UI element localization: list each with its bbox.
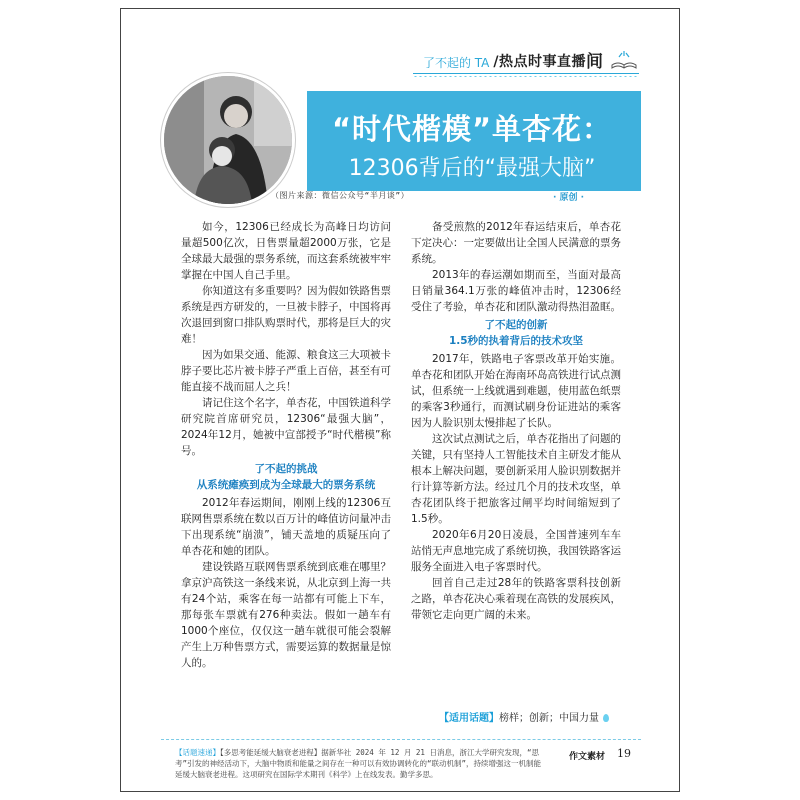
topic-label: 【适用话题】 <box>439 713 499 724</box>
portrait-photo <box>161 73 295 207</box>
magazine-page <box>120 8 680 792</box>
section-title: 了不起的挑战 <box>254 463 318 475</box>
paragraph: 2017年，铁路电子客票改革开始实施。单杏花和团队开始在海南环岛高铁进行试点测试，但系统一上线就遇到难题，使用蓝色纸票的乘客3秒通行，而测试刷身份证进站的乘客因为人脸识别太慢排起了长队。 <box>411 353 621 429</box>
book-icon <box>609 49 639 71</box>
magazine-brand: 作文素材 <box>569 752 606 762</box>
paragraph: 2012年春运期间，刚刚上线的12306互联网售票系统在数以百万计的峰值访问量冲击下出现系统“崩溃”，铺天盖地的质疑压向了单杏花和她的团队。 <box>181 497 391 557</box>
paragraph: 请记住这个名字，单杏花，中国铁道科学研究院首席研究员，12306“最强大脑”，2024年12月，她被中宣部授予“时代楷模”称号。 <box>181 397 391 457</box>
paragraph: 回首自己走过28年的铁路客票科技创新之路，单杏花决心乘着现在高铁的发展疾风，带领它走向更广阔的未来。 <box>411 577 621 621</box>
paragraph: 2013年的春运潮如期而至，当面对最高日销量364.1万张的峰值冲击时，12306经受住了考验，单杏花和团队激动得热泪盈眶。 <box>411 269 621 313</box>
footer-text: 【多思考能延缓大脑衰老进程】据新华社 2024 年 12 月 21 日消息，浙江大学研究发现，“思考”引发的神经活动下，大脑中物质和能量之间存在一种可以有效协调转化的“联动机制”，持续增强这一机制能延缓大脑衰老进程。这项研究在国际学术期刊《科学》上在线发表。勤学多思。 <box>175 748 542 779</box>
header-rule <box>413 73 639 74</box>
original-tag: · 原创 · <box>553 193 585 203</box>
paragraph: 备受煎熬的2012年春运结束后，单杏花下定决心：一定要做出让全国人民满意的票务系统。 <box>411 221 621 265</box>
applicable-topics <box>439 709 609 724</box>
topic-text: 榜样；创新；中国力量 <box>499 713 599 724</box>
page-number: 19 <box>617 747 631 760</box>
paragraph: 你知道这有多重要吗？因为假如铁路售票系统是西方研发的，一旦被卡脖子，中国将再次退回到窗口排队购票时代，那将是巨大的灾难！ <box>181 285 391 345</box>
section-subtitle: 1.5秒的执着背后的技术攻坚 <box>448 335 584 347</box>
paragraph: 2020年6月20日凌晨，全国普速列车车站悄无声息地完成了系统切换，我国铁路客运服务全面进入电子客票时代。 <box>411 529 621 573</box>
paragraph: 这次试点测试之后，单杏花指出了问题的关键，只有坚持人工智能技术自主研发才能从根本上解决问题，要创新采用人脸识别数据并行计算等新方法。经过几个月的技术攻坚，单杏花团队终于把旅客过闸平均时间缩短到了1.5秒。 <box>411 433 621 525</box>
right-column <box>411 219 621 623</box>
header-dots <box>413 75 639 78</box>
section-subtitle: 从系统瘫痪到成为全球最大的票务系统 <box>196 479 376 491</box>
article-subtitle: 12306背后的“最强大脑” <box>348 156 596 181</box>
column-header <box>423 49 639 71</box>
paragraph: 因为如果交通、能源、粮食这三大项被卡脖子要比芯片被卡脖子严重上百倍，甚至有可能直接不战而屈人之兵！ <box>181 349 391 393</box>
section-title: 了不起的创新 <box>484 319 548 331</box>
paragraph: 建设铁路互联网售票系统到底难在哪里？拿京沪高铁这一条线来说，从北京到上海一共有24个站，乘客在每一站都有可能上下车，那每张车票就有276种卖法。假如一趟车有1000个座位，仅仅这一趟车就很可能会裂解产生上万种售票方式，需要运算的数据量是惊人的。 <box>181 561 391 669</box>
column-tag: 了不起的 TA <box>422 56 490 70</box>
footer-tag: 【话题速递】 <box>175 748 220 757</box>
footer-rule <box>161 739 641 740</box>
photo-credit: （图片来源：微信公众号“半月谈”） <box>271 191 410 200</box>
footer-news <box>175 747 545 780</box>
column-name: /热点时事直播 <box>493 54 586 70</box>
drop-icon <box>603 714 609 722</box>
paragraph: 如今，12306已经成长为高峰日均访问量超500亿次，日售票量超2000万张，它是全球最大最强的票务系统，而这套系统被牢牢掌握在中国人自己手里。 <box>181 221 391 281</box>
column-name-end: 间 <box>586 52 603 72</box>
article-title: “时代楷模”单杏花： <box>331 112 613 146</box>
left-column <box>181 219 391 671</box>
